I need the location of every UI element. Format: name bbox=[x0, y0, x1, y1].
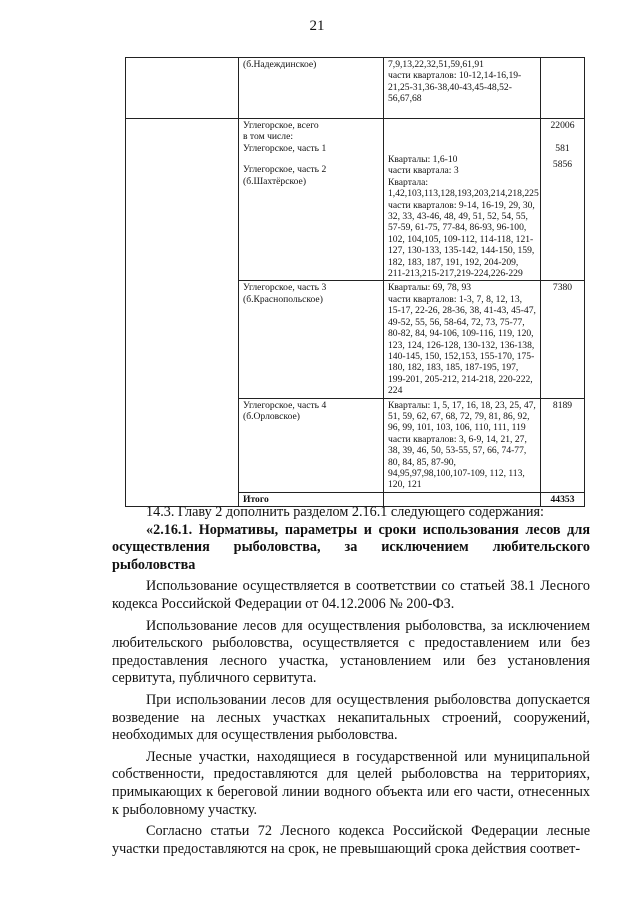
page-number: 21 bbox=[309, 18, 325, 34]
quarters-text: Кварталы: 1,6-10 части квартала: 3 bbox=[388, 154, 459, 177]
body-paragraph: Лесные участки, находящиеся в государственной или муниципальной собственности, предоставляются для целей рыболовства на территориях, примыкающих к береговой линии водного объекта или его части, отнесенных к рыболовному участку. bbox=[112, 748, 590, 818]
quarters-text: 7,9,13,22,32,51,59,61,91 bbox=[388, 59, 484, 70]
district-name: Углегорское, всего bbox=[243, 120, 319, 131]
part-name: (б.Шахтёрское) bbox=[243, 175, 307, 187]
area-value: 581 bbox=[555, 143, 570, 155]
section-heading: «2.16.1. Нормативы, параметры и сроки использования лесов для осуществления рыболовства, за исключением любительского рыболовства bbox=[112, 521, 590, 573]
amendment-paragraph: 14.3. Главу 2 дополнить разделом 2.16.1 следующего содержания: bbox=[146, 504, 544, 520]
body-paragraph: Согласно статьи 72 Лесного кодекса Российской Федерации лесные участки предоставляются на срок, не превышающий срока действия соответ- bbox=[112, 823, 590, 857]
area-value: 7380 bbox=[552, 282, 573, 294]
body-paragraph: Использование лесов для осуществления рыболовства, за исключением любительского рыболовства, осуществляется с предоставлением или без предоставления лесного участка, установлением или без установления сервитута, публичного сервитута. bbox=[112, 617, 590, 687]
body-paragraph: При использовании лесов для осуществления рыболовства допускается возведение на лесных участках некапитальных строений, сооружений, необходимых для осуществления рыболовства. bbox=[112, 691, 590, 744]
district-name-cell bbox=[239, 119, 384, 281]
quarters-cell bbox=[384, 398, 541, 492]
empty-cell bbox=[126, 58, 239, 119]
part-name: (б.Краснопольское) bbox=[243, 293, 323, 305]
part-name: Углегорское, часть 4 bbox=[243, 399, 327, 411]
part-name: Углегорское, часть 1 bbox=[243, 142, 327, 154]
forestry-name-cell bbox=[239, 58, 384, 119]
district-subtitle: в том числе: bbox=[243, 131, 294, 143]
quarters-cell bbox=[384, 58, 541, 119]
quarters-cell bbox=[384, 119, 541, 281]
part-name: Углегорское, часть 2 bbox=[243, 164, 327, 176]
part-name-cell bbox=[239, 281, 384, 398]
empty-cell bbox=[126, 119, 239, 507]
part-name-cell bbox=[239, 398, 384, 492]
quarters-text: Кварталы: 69, 78, 93 части кварталов: 1-3, 7, 8, 12, 13, 15-17, 22-26, 28-36, 38, 41-43, 45-47, 49-52, 55, 56, 58-64, 72, 73, 75-77, 80-82, 84, 94-106, 109-116, 119, 120, 123, 124, 126-128, 130-132, 136-138, 140-145, 150, 152,153, 155-170, 175-180, 182, 183, 185, 187-195, 197, 199-201, 205-212, 214-218, 220-222, 224 bbox=[388, 282, 536, 397]
area-value: 5856 bbox=[552, 158, 573, 170]
forestry-name: (б.Надеждинское) bbox=[243, 59, 317, 70]
quarters-text: Кварталы: 1, 5, 17, 16, 18, 23, 25, 47, 51, 59, 62, 67, 68, 72, 79, 81, 86, 92, 96, 99, 101, 103, 106, 110, 111, 119 части кварталов: 3, 6-9, 14, 21, 27, 38, 39, 46, 50, 53-55, 57, 66, 74-77, 80, 84, 85, 87-90, 94,95,97,98,100,107-109, 112, 113, 120, 121 bbox=[388, 399, 536, 491]
document-body bbox=[112, 504, 590, 858]
quarters-cell bbox=[384, 281, 541, 398]
total-area: 44353 bbox=[550, 493, 575, 505]
part-name: Углегорское, часть 3 bbox=[243, 282, 327, 294]
table-row bbox=[126, 58, 585, 119]
area-cell bbox=[541, 281, 585, 398]
quarters-text: части кварталов: 10-12,14-16,19-21,25-31,36-38,40-43,45-48,52-56,67,68 bbox=[388, 70, 522, 105]
area-value: 22006 bbox=[550, 120, 575, 131]
area-cell bbox=[541, 398, 585, 492]
area-cell bbox=[541, 119, 585, 281]
quarters-text: Квартала: 1,42,103,113,128,193,203,214,218,225 части кварталов: 9-14, 16-19, 29, 30, 32, 33, 43-46, 48, 49, 51, 52, 54, 55, 57-59, 61-75, 77-84, 86-93, 96-100, 102, 104,105, 109-112, 114-118, 121-127, 130-133, 135-142, 144-150, 159, 182, 183, 187, 191, 192, 204-209, 211-213,215-217,219-224,226-229 bbox=[388, 176, 539, 280]
area-cell bbox=[541, 58, 585, 119]
area-value: 8189 bbox=[552, 399, 573, 411]
table-row bbox=[126, 119, 585, 281]
total-label: Итого bbox=[243, 493, 269, 505]
part-name: (б.Орловское) bbox=[243, 410, 300, 422]
body-paragraph: Использование осуществляется в соответствии со статьей 38.1 Лесного кодекса Российской Федерации от 04.12.2006 № 200-ФЗ. bbox=[112, 578, 590, 612]
forest-quarters-table bbox=[125, 57, 585, 507]
